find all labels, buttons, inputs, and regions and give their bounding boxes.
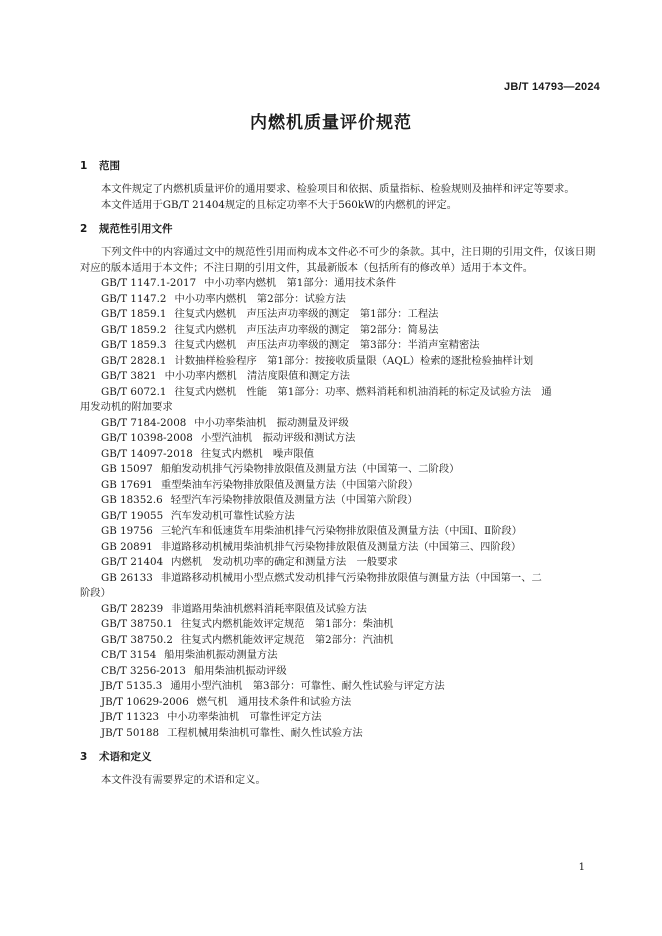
- reference-code: GB/T 28239: [101, 602, 164, 615]
- reference-item: [80, 679, 600, 695]
- reference-title: 通用小型汽油机 第3部分：可靠性、耐久性试验与评定方法: [170, 680, 445, 692]
- reference-item: [80, 524, 600, 540]
- reference-code: GB/T 1859.2: [101, 323, 167, 336]
- section-number: 3: [80, 751, 88, 763]
- reference-item: [80, 276, 600, 292]
- reference-code: GB 15097: [101, 463, 153, 475]
- section-title: 范围: [99, 160, 120, 172]
- reference-title: 往复式内燃机 声压法声功率级的测定 第2部分：简易法: [174, 323, 439, 336]
- section-2-intro: 下列文件中的内容通过文中的规范性引用而构成本文件必不可少的条款。其中，注日期的引用文件，仅该日期对应的版本适用于本文件；不注日期的引用文件，其最新版本（包括所有的修改单）适用于本文件。: [80, 246, 596, 274]
- reference-item: [80, 447, 600, 463]
- reference-item: [80, 354, 600, 370]
- reference-code: JB/T 50188: [101, 726, 160, 739]
- section-1-heading: [80, 159, 600, 175]
- reference-title: 内燃机 发动机功率的确定和测量方法 一般要求: [171, 556, 398, 568]
- reference-item: [80, 323, 600, 339]
- reference-item: [80, 602, 600, 618]
- reference-title: 重型柴油车污染物排放限值及测量方法（中国第六阶段）: [160, 478, 419, 491]
- reference-title-continuation: 用发动机的附加要求: [80, 401, 173, 413]
- reference-code: GB/T 1859.1: [101, 308, 167, 320]
- reference-code: GB 18352.6: [101, 494, 163, 506]
- reference-title: 燃气机 通用技术条件和试验方法: [196, 695, 352, 708]
- reference-code: GB/T 38750.2: [101, 633, 173, 646]
- reference-item: [80, 571, 600, 602]
- reference-item: [80, 617, 600, 633]
- section-3-heading: [80, 750, 600, 766]
- reference-code: GB/T 38750.1: [101, 618, 173, 630]
- reference-title: 船舶发动机排气污染物排放限值及测量方法（中国第一、二阶段）: [160, 463, 460, 475]
- reference-item: [80, 493, 600, 509]
- reference-code: GB/T 1147.1-2017: [101, 277, 197, 289]
- reference-item: [80, 431, 600, 447]
- reference-code: GB/T 21404: [101, 556, 164, 568]
- section-1-paragraph: 本文件适用于GB/T 21404规定的且标定功率不大于560kW的内燃机的评定。: [101, 198, 458, 211]
- reference-item: [80, 710, 600, 726]
- reference-code: JB/T 11323: [101, 711, 160, 723]
- reference-code: GB/T 10398-2008: [101, 432, 193, 444]
- reference-title: 中小功率内燃机 清洁度限值和测定方法: [164, 370, 350, 382]
- reference-item: [80, 369, 600, 385]
- reference-code: GB/T 1147.2: [101, 292, 167, 305]
- reference-title: 往复式内燃机 声压法声功率级的测定 第3部分：半消声室精密法: [174, 339, 480, 351]
- reference-title: 非道路用柴油机燃料消耗率限值及试验方法: [171, 602, 367, 615]
- reference-item: [80, 695, 600, 711]
- reference-code: GB/T 2828.1: [101, 354, 167, 367]
- page-number: 1: [578, 862, 585, 873]
- reference-title: 中小功率内燃机 第1部分：通用技术条件: [204, 277, 397, 289]
- section-title: 规范性引用文件: [99, 223, 173, 235]
- reference-code: GB 17691: [101, 478, 153, 491]
- reference-title: 计数抽样检验程序 第1部分：按接收质量限（AQL）检索的逐批检验抽样计划: [174, 354, 534, 367]
- reference-code: GB/T 1859.3: [101, 339, 167, 351]
- reference-title: 非道路移动机械用柴油机排气污染物排放限值及测量方法（中国第三、四阶段）: [160, 540, 522, 553]
- section-3-paragraph: 本文件没有需要界定的术语和定义。: [101, 774, 266, 786]
- reference-item: [80, 462, 600, 478]
- reference-title: 小型汽油机 振动评级和测试方法: [200, 432, 356, 444]
- reference-title: 往复式内燃机能效评定规范 第1部分：柴油机: [180, 618, 394, 630]
- section-title: 术语和定义: [99, 751, 152, 763]
- reference-title: 中小功率柴油机 振动测量及评级: [194, 416, 349, 429]
- reference-item: [80, 478, 600, 494]
- reference-title: 船用柴油机振动评级: [193, 664, 287, 677]
- reference-item: [80, 555, 600, 571]
- reference-title: 汽车发动机可靠性试验方法: [171, 509, 295, 522]
- reference-item: [80, 509, 600, 525]
- reference-title: 非道路移动机械用小型点燃式发动机排气污染物排放限值与测量方法（中国第一、二: [160, 571, 542, 584]
- reference-title: 往复式内燃机 性能 第1部分：功率、燃料消耗和机油消耗的标定及试验方法 通: [174, 385, 552, 398]
- reference-item: [80, 726, 600, 742]
- reference-title-continuation: 阶段）: [80, 587, 111, 599]
- reference-title: 往复式内燃机 噪声限值: [200, 447, 315, 460]
- reference-item: [80, 338, 600, 354]
- reference-code: GB/T 6072.1: [101, 385, 167, 398]
- reference-title: 中小功率内燃机 第2部分：试验方法: [174, 292, 346, 305]
- section-2-heading: [80, 222, 600, 238]
- reference-code: GB/T 3821: [101, 370, 157, 382]
- section-1-paragraph: 本文件规定了内燃机质量评价的通用要求、检验项目和依据、质量指标、检验规则及抽样和评定等要求。: [101, 183, 575, 195]
- reference-item: [80, 540, 600, 556]
- reference-item: [80, 633, 600, 649]
- reference-code: JB/T 5135.3: [101, 680, 163, 692]
- reference-item: [80, 292, 600, 308]
- reference-code: GB 20891: [101, 540, 153, 553]
- reference-title: 中小功率柴油机 可靠性评定方法: [167, 711, 322, 723]
- reference-code: CB/T 3154: [101, 649, 157, 661]
- document-title: 内燃机质量评价规范: [250, 113, 412, 133]
- reference-title: 工程机械用柴油机可靠性、耐久性试验方法: [167, 726, 363, 739]
- reference-code: GB 19756: [101, 525, 153, 537]
- reference-title: 往复式内燃机能效评定规范 第2部分：汽油机: [180, 633, 394, 646]
- reference-item: [80, 648, 600, 664]
- reference-code: GB 26133: [101, 571, 153, 584]
- reference-code: GB/T 14097-2018: [101, 447, 193, 460]
- reference-title: 轻型汽车污染物排放限值及测量方法（中国第六阶段）: [170, 494, 418, 506]
- reference-item: [80, 416, 600, 432]
- reference-code: GB/T 19055: [101, 509, 164, 522]
- reference-code: GB/T 7184-2008: [101, 416, 187, 429]
- standard-code: JB/T 14793—2024: [504, 81, 600, 93]
- reference-code: JB/T 10629-2006: [101, 695, 189, 708]
- reference-item: [80, 664, 600, 680]
- reference-list: [80, 276, 600, 741]
- reference-title: 船用柴油机振动测量方法: [164, 649, 278, 661]
- reference-item: [80, 307, 600, 323]
- reference-item: [80, 385, 600, 416]
- section-number: 2: [80, 223, 88, 235]
- section-number: 1: [80, 160, 88, 172]
- reference-code: CB/T 3256-2013: [101, 664, 186, 677]
- document-body: [80, 159, 600, 789]
- reference-title: 三轮汽车和低速货车用柴油机排气污染物排放限值及测量方法（中国Ⅰ、Ⅱ阶段）: [160, 525, 522, 537]
- reference-title: 往复式内燃机 声压法声功率级的测定 第1部分：工程法: [174, 308, 439, 320]
